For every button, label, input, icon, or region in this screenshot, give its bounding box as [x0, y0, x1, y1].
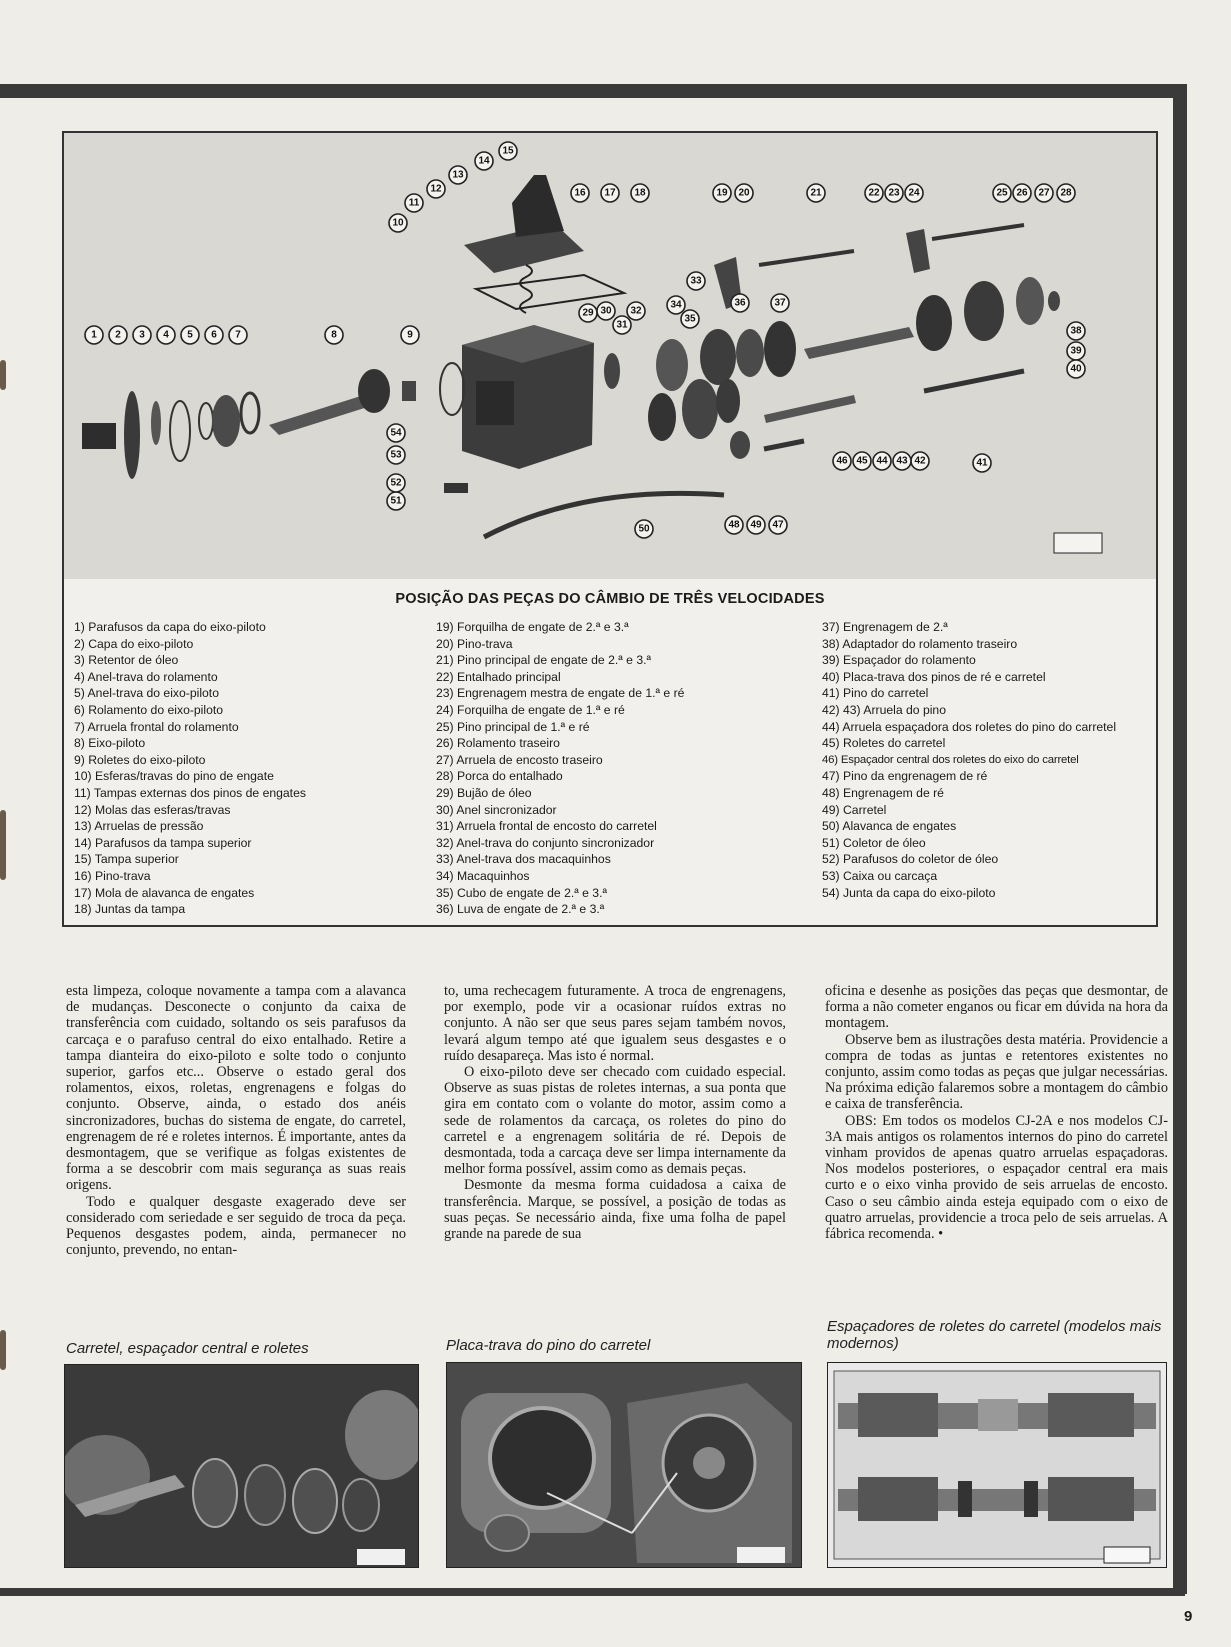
callout-label: 10 — [392, 217, 404, 229]
callout-17 — [601, 184, 619, 202]
diagram-corner-tab — [1054, 533, 1102, 553]
callout-label: 30 — [600, 305, 612, 317]
callout-label: 4 — [163, 329, 169, 341]
callout-label: 35 — [684, 313, 696, 325]
callout-9 — [401, 326, 419, 344]
callout-label: 6 — [211, 329, 217, 341]
callout-10 — [389, 214, 407, 232]
legend-item: 32) Anel-trava do conjunto sincronizador — [436, 835, 655, 850]
callout-40 — [1067, 360, 1085, 378]
article-paragraph: OBS: Em todos os modelos CJ-2A e nos modelos CJ-3A mais antigos os rolamentos internos do pino do carretel vinham providos de apenas quatro arruelas espaçadoras. Nos modelos posteriores, o espaçador central era mais curto e o eixo vinha provido de seis arruelas de encosto. Caso o seu câmbio ainda esteja equipado com o eixo de quatro arruelas, providencie a troca pelo de seis arruelas. A fábrica recomenda. • — [825, 1112, 1168, 1243]
callout-27 — [1035, 184, 1053, 202]
callout-label: 48 — [728, 519, 740, 531]
legend-item: 51) Coletor de óleo — [822, 835, 926, 850]
callout-13 — [449, 166, 467, 184]
photo-lock-plate — [446, 1362, 802, 1568]
legend-item: 2) Capa do eixo-piloto — [74, 636, 194, 651]
callout-label: 34 — [670, 299, 682, 311]
callout-label: 7 — [235, 329, 241, 341]
legend-item: 21) Pino principal de engate de 2.ª e 3.ª — [436, 653, 652, 668]
callout-52 — [387, 474, 405, 492]
callout-11 — [405, 194, 423, 212]
legend-item: 42) 43) Arruela do pino — [822, 702, 946, 717]
callout-label: 12 — [430, 183, 442, 195]
callout-label: 39 — [1070, 345, 1082, 357]
callout-label: 31 — [616, 319, 628, 331]
legend-item: 31) Arruela frontal de encosto do carretel — [436, 819, 657, 834]
callout-label: 13 — [452, 169, 464, 181]
legend-column-3 — [822, 619, 1157, 901]
callout-label: 53 — [390, 449, 402, 461]
callout-38 — [1067, 322, 1085, 340]
legend-item: 23) Engrenagem mestra de engate de 1.ª e ré — [436, 686, 685, 701]
callout-label: 46 — [836, 455, 848, 467]
article-paragraph: Observe bem as ilustrações desta matéria. Providencie a compra de todas as juntas e retentores existentes no conjunto, assim como todas as peças que julgar necessárias. Na próxima edição falaremos sobre a montagem do câmbio e caixa de transferência. — [825, 1031, 1168, 1113]
legend-item: 19) Forquilha de engate de 2.ª e 3.ª — [436, 620, 629, 634]
legend-item: 15) Tampa superior — [74, 852, 179, 867]
legend-item: 4) Anel-trava do rolamento — [74, 669, 218, 684]
callout-label: 54 — [390, 427, 402, 439]
legend-item: 25) Pino principal de 1.ª e ré — [436, 719, 590, 734]
photo-roller-spacers — [827, 1362, 1167, 1568]
legend-item: 46) Espaçador central dos roletes do eixo do carretel — [822, 753, 1079, 766]
callout-label: 3 — [139, 329, 145, 341]
gearbox-illustration — [64, 133, 1156, 579]
photo-caption-3: Espaçadores de roletes do carretel (modelos mais modernos) — [827, 1318, 1162, 1352]
callout-22 — [865, 184, 883, 202]
article-paragraph: esta limpeza, coloque novamente a tampa com a alavanca de mudanças. Desconecte o conjunto da caixa de transferência com cuidado, soltando os seis parafusos da carcaça e o parafuso central do eixo entalhado. Retire a tampa dianteira do eixo-piloto e solte todo o conjunto superior, garfos etc... Observe o estado geral dos rolamentos, eixos, roletas, engrenagens e folgas do conjunto. Observe, ainda, o estado dos anéis sincronizadores, buchas do sistema de engate, do carretel, engrenagem de ré e roletes internos. É importante, antes da desmontagem, que se verifique as folgas existentes de forma a se descobrir com mais segurança as suas reais origens. — [66, 983, 406, 1194]
article-paragraph: to, uma rechecagem futuramente. A troca de engrenagens, por exemplo, pode vir a ocasionar ruídos extras no conjunto. A não ser que seus pares sejam também novos, levará algum tempo até que igualem seus desgastes e o ruído desapareça. Mas isto é normal. — [444, 983, 786, 1064]
right-rule — [1173, 84, 1187, 1594]
callout-49 — [747, 516, 765, 534]
callout-34 — [667, 296, 685, 314]
callout-6 — [205, 326, 223, 344]
callout-50 — [635, 520, 653, 538]
callout-label: 29 — [582, 307, 594, 319]
callout-42 — [911, 452, 929, 470]
legend-item: 9) Roletes do eixo-piloto — [74, 752, 206, 767]
callout-31 — [613, 316, 631, 334]
article-column-3 — [825, 983, 1168, 1242]
callout-46 — [833, 452, 851, 470]
binding-mark — [0, 360, 6, 390]
callout-label: 8 — [331, 329, 337, 341]
callout-7 — [229, 326, 247, 344]
legend-item: 30) Anel sincronizador — [436, 802, 557, 817]
callout-51 — [387, 492, 405, 510]
callout-25 — [993, 184, 1011, 202]
callout-16 — [571, 184, 589, 202]
legend-item: 49) Carretel — [822, 802, 887, 817]
callout-label: 15 — [502, 145, 514, 157]
callout-label: 5 — [187, 329, 193, 341]
callout-label: 50 — [638, 523, 650, 535]
legend-item: 26) Rolamento traseiro — [436, 736, 560, 751]
photo-countershaft — [64, 1364, 419, 1568]
legend-item: 29) Bujão de óleo — [436, 785, 532, 800]
callout-label: 51 — [390, 495, 402, 507]
callout-20 — [735, 184, 753, 202]
article-paragraph: O eixo-piloto deve ser checado com cuidado especial. Observe as suas pistas de roletes internas, a sua ponta que gira em contato com o volante do motor, assim como a sede de rolamentos da carcaça, os roletes do pino do carretel e a engrenagem solitária de ré. Depois de desmontada, toda a carcaça deve ser limpa internamente da melhor forma possível, assim como as demais peças. — [444, 1064, 786, 1178]
legend-item: 52) Parafusos do coletor de óleo — [822, 852, 999, 867]
legend-title: POSIÇÃO DAS PEÇAS DO CÂMBIO DE TRÊS VELOCIDADES — [395, 591, 825, 607]
masthead-bleed — [455, 10, 1155, 70]
legend-item: 8) Eixo-piloto — [74, 736, 146, 751]
top-rule — [0, 84, 1185, 98]
callout-label: 18 — [634, 187, 646, 199]
legend-item: 54) Junta da capa do eixo-piloto — [822, 885, 996, 900]
callout-label: 40 — [1070, 363, 1082, 375]
oil-collector-part — [444, 483, 468, 493]
callout-label: 2 — [115, 329, 121, 341]
legend-item: 13) Arruelas de pressão — [74, 819, 204, 834]
callout-53 — [387, 446, 405, 464]
legend-column-2 — [436, 619, 796, 918]
callout-label: 28 — [1060, 187, 1072, 199]
callout-35 — [681, 310, 699, 328]
callout-28 — [1057, 184, 1075, 202]
callout-label: 20 — [738, 187, 750, 199]
callout-45 — [853, 452, 871, 470]
callout-14 — [475, 152, 493, 170]
callout-label: 16 — [574, 187, 586, 199]
callout-label: 47 — [772, 519, 784, 531]
callout-label: 21 — [810, 187, 822, 199]
callout-label: 36 — [734, 297, 746, 309]
callout-15 — [499, 142, 517, 160]
legend-item: 38) Adaptador do rolamento traseiro — [822, 636, 1018, 651]
callout-19 — [713, 184, 731, 202]
callout-label: 52 — [390, 477, 402, 489]
callout-label: 14 — [478, 155, 490, 167]
legend-item: 44) Arruela espaçadora dos roletes do pino do carretel — [822, 719, 1117, 734]
callout-33 — [687, 272, 705, 290]
callout-label: 17 — [604, 187, 616, 199]
page-number: 9 — [1184, 1608, 1193, 1625]
legend-item: 22) Entalhado principal — [436, 669, 561, 684]
callout-23 — [885, 184, 903, 202]
callout-label: 44 — [876, 455, 888, 467]
callout-label: 25 — [996, 187, 1008, 199]
article-column-2 — [444, 983, 786, 1242]
callout-26 — [1013, 184, 1031, 202]
callout-label: 33 — [690, 275, 702, 287]
callout-8 — [325, 326, 343, 344]
callout-label: 26 — [1016, 187, 1028, 199]
callout-label: 49 — [750, 519, 762, 531]
legend-item: 7) Arruela frontal do rolamento — [74, 719, 239, 734]
photo-caption-2: Placa-trava do pino do carretel — [446, 1337, 651, 1354]
callout-label: 42 — [914, 455, 926, 467]
callout-39 — [1067, 342, 1085, 360]
legend-item: 17) Mola de alavanca de engates — [74, 885, 255, 900]
legend-item: 11) Tampas externas dos pinos de engates — [74, 785, 306, 800]
legend-item: 45) Roletes do carretel — [822, 736, 946, 751]
legend-item: 24) Forquilha de engate de 1.ª e ré — [436, 702, 625, 717]
legend-column-1 — [74, 619, 414, 918]
legend-item: 39) Espaçador do rolamento — [822, 653, 976, 668]
callout-29 — [579, 304, 597, 322]
callout-30 — [597, 302, 615, 320]
callout-12 — [427, 180, 445, 198]
callout-47 — [769, 516, 787, 534]
callout-label: 19 — [716, 187, 728, 199]
article-paragraph: Desmonte da mesma forma cuidadosa a caixa de transferência. Marque, se possível, a posição de todas as suas peças. Se necessário ainda, fixe uma folha de papel grande na parede de sua — [444, 1177, 786, 1243]
callout-2 — [109, 326, 127, 344]
legend-item: 16) Pino-trava — [74, 868, 151, 883]
legend-item: 20) Pino-trava — [436, 636, 513, 651]
exploded-diagram — [62, 131, 1158, 581]
legend-item: 50) Alavanca de engates — [822, 819, 957, 834]
legend-item: 14) Parafusos da tampa superior — [74, 835, 252, 850]
legend-item: 3) Retentor de óleo — [74, 653, 179, 668]
legend-item: 12) Molas das esferas/travas — [74, 802, 231, 817]
callout-label: 22 — [868, 187, 880, 199]
article-paragraph: oficina e desenhe as posições das peças que desmontar, de forma a não cometer enganos ou ficar em dúvida na hora da montagem. — [825, 983, 1168, 1032]
callout-label: 11 — [408, 197, 420, 209]
legend-item: 6) Rolamento do eixo-piloto — [74, 702, 224, 717]
binding-mark — [0, 810, 6, 880]
article-column-1 — [66, 983, 406, 1258]
article-paragraph: Todo e qualquer desgaste exagerado deve ser considerado com seriedade e ser seguido de troca da peça. Pequenos desgastes podem, ainda, permanecer no conjunto, prevendo, no entan- — [66, 1193, 406, 1259]
callout-43 — [893, 452, 911, 470]
callout-label: 38 — [1070, 325, 1082, 337]
callout-label: 1 — [91, 329, 97, 341]
callout-label: 41 — [976, 457, 988, 469]
binding-mark — [0, 1330, 6, 1370]
callout-label: 23 — [888, 187, 900, 199]
callout-5 — [181, 326, 199, 344]
callout-4 — [157, 326, 175, 344]
callout-24 — [905, 184, 923, 202]
legend-item: 28) Porca do entalhado — [436, 769, 563, 784]
legend-item: 41) Pino do carretel — [822, 686, 929, 701]
callout-18 — [631, 184, 649, 202]
callout-32 — [627, 302, 645, 320]
legend-item: 36) Luva de engate de 2.ª e 3.ª — [436, 902, 605, 917]
legend-item: 27) Arruela de encosto traseiro — [436, 752, 603, 767]
photo-caption-1: Carretel, espaçador central e roletes — [66, 1340, 309, 1357]
legend-item: 40) Placa-trava dos pinos de ré e carretel — [822, 669, 1046, 684]
callout-label: 24 — [908, 187, 920, 199]
legend-item: 34) Macaquinhos — [436, 868, 530, 883]
legend-item: 10) Esferas/travas do pino de engate — [74, 769, 274, 784]
legend-item: 5) Anel-trava do eixo-piloto — [74, 686, 219, 701]
callout-label: 37 — [774, 297, 786, 309]
callout-44 — [873, 452, 891, 470]
legend-item: 18) Juntas da tampa — [74, 902, 186, 917]
callout-label: 9 — [407, 329, 413, 341]
callout-label: 32 — [630, 305, 642, 317]
legend-item: 53) Caixa ou carcaça — [822, 868, 938, 883]
callout-37 — [771, 294, 789, 312]
callout-label: 45 — [856, 455, 868, 467]
parts-legend — [62, 579, 1158, 927]
callout-48 — [725, 516, 743, 534]
legend-item: 1) Parafusos da capa do eixo-piloto — [74, 620, 266, 634]
callout-54 — [387, 424, 405, 442]
legend-item: 47) Pino da engrenagem de ré — [822, 769, 988, 784]
callout-3 — [133, 326, 151, 344]
callout-label: 43 — [896, 455, 908, 467]
legend-item: 37) Engrenagem de 2.ª — [822, 620, 948, 634]
callout-41 — [973, 454, 991, 472]
callout-1 — [85, 326, 103, 344]
legend-item: 33) Anel-trava dos macaquinhos — [436, 852, 611, 867]
callout-label: 27 — [1038, 187, 1050, 199]
legend-item: 48) Engrenagem de ré — [822, 785, 944, 800]
gearbox-case-part — [440, 325, 594, 469]
callout-36 — [731, 294, 749, 312]
callout-21 — [807, 184, 825, 202]
bottom-rule — [0, 1588, 1185, 1596]
legend-item: 35) Cubo de engate de 2.ª e 3.ª — [436, 885, 607, 900]
